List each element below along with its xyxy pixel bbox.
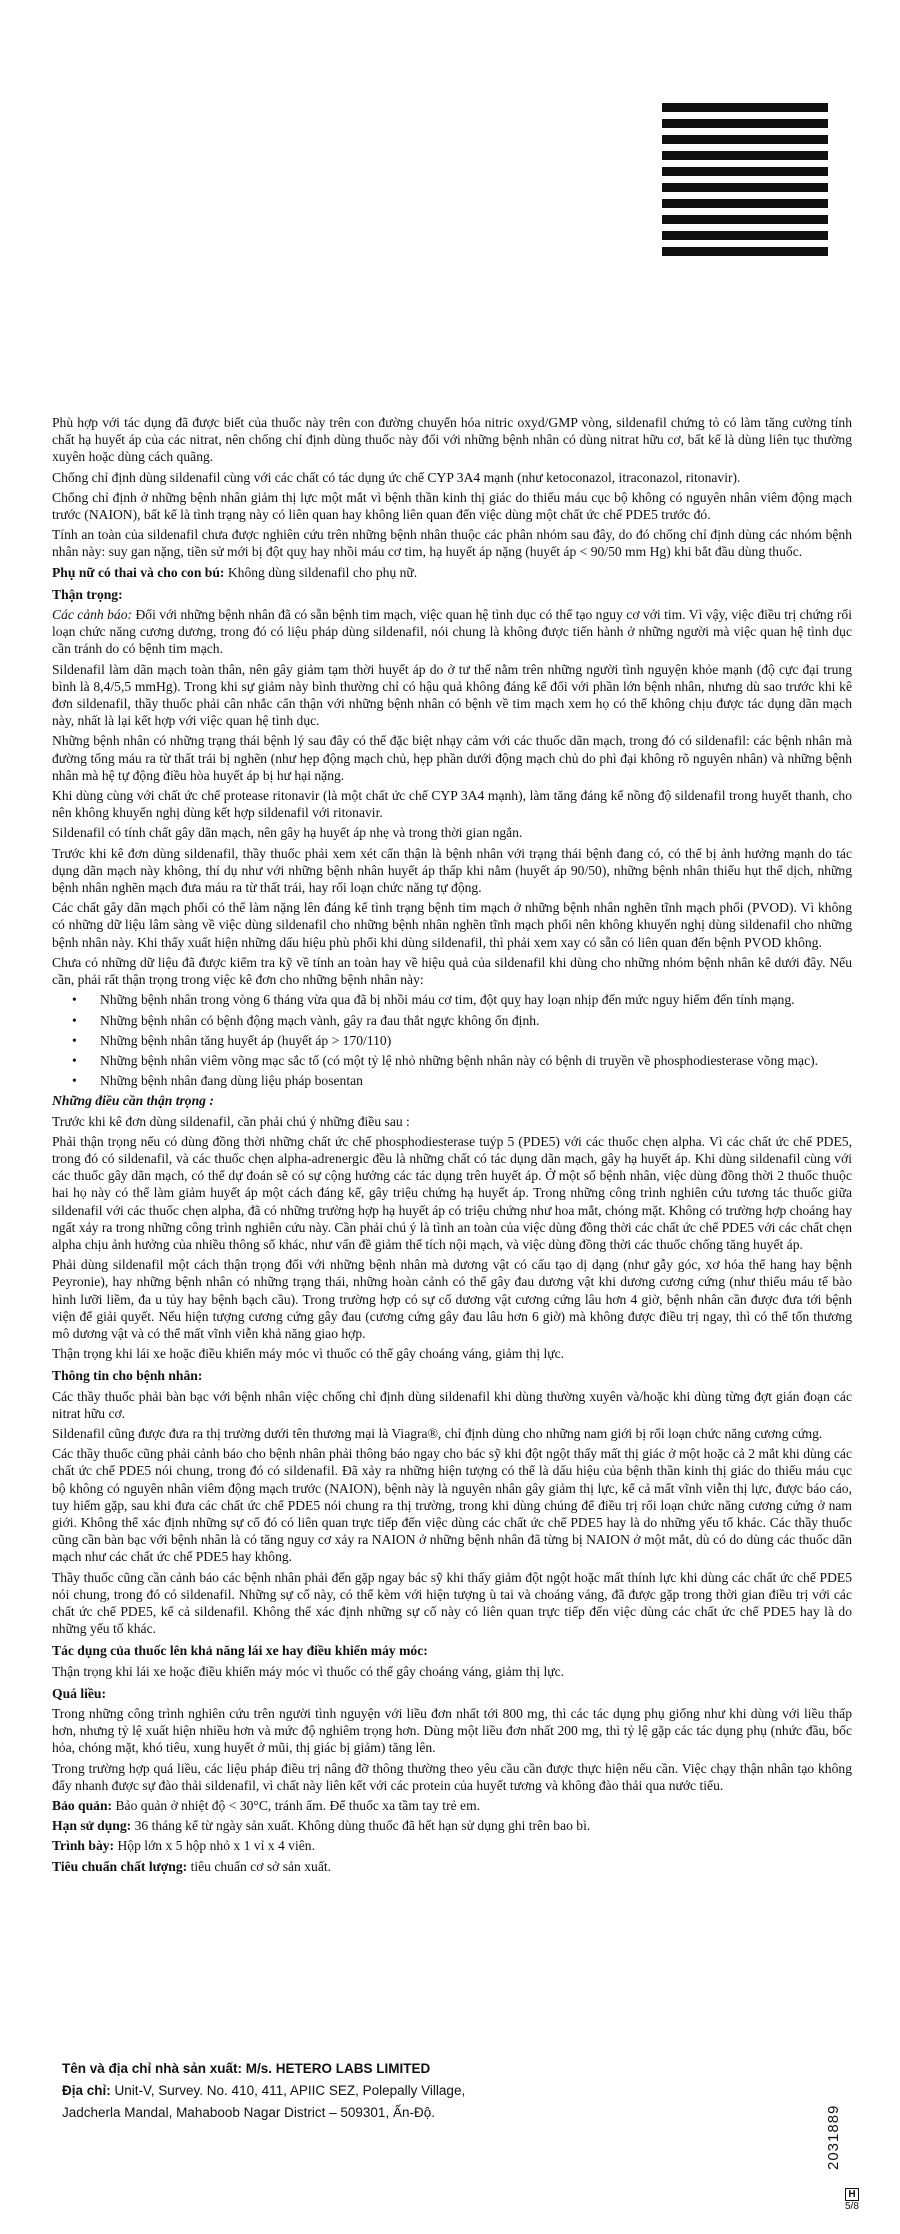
paragraph: Trước khi kê đơn dùng sildenafil, cần phải chú ý những điều sau : <box>52 1113 410 1129</box>
address-label: Địa chỉ: <box>62 2083 111 2098</box>
paragraph: Các chất gây dãn mạch phổi có thể làm nặng lên đáng kể tình trạng bệnh tim mạch ở những bệnh nhân nghẽn tĩnh mạch phổi (PVOD). Vì không có những dữ liệu lâm sàng về việc dùng sildenafil cho những bệnh nhân nghẽn tĩnh mạch phổi nên không khuyến nghị dùng sildenafil cho những bệnh nhân này. Khi thấy xuất hiện những dấu hiệu phù phổi khi dùng sildenafil, thì phải xem xay có sẵn có liên quan đến bệnh PVOD không. <box>52 900 852 950</box>
shelf-life-line <box>52 1817 852 1834</box>
address-line-1 <box>62 2080 762 2102</box>
paragraph: Chưa có những dữ liệu đã được kiểm tra kỹ về tính an toàn hay về hiệu quả của sildenafil khi dùng cho những nhóm bệnh nhân kê dưới đây. Nếu cần, phải rất thận trọng trong việc kê đơn cho những bệnh nhân này: <box>52 954 852 988</box>
shelf-life-text: 36 tháng kể từ ngày sản xuất. Không dùng thuốc đã hết hạn sử dụng ghi trên bao bì. <box>131 1818 591 1834</box>
list-item: • Những bệnh nhân đang dùng liệu pháp bosentan <box>78 1072 852 1089</box>
list-item: • Những bệnh nhân trong vòng 6 tháng vừa qua đã bị nhồi máu cơ tim, đột quỵ hay loạn nhịp đến mức nguy hiểm đến tính mạng. <box>78 991 852 1008</box>
paragraph: Sildenafil làm dãn mạch toàn thân, nên gây giảm tạm thời huyết áp do ở tư thế nằm trên những người tình nguyện khỏe mạnh (độ cực đại trung bình là 8,4/5,5 mmHg). Trong khi sự giảm này bình thường chỉ có hậu quả không đáng kể đối với phần lớn bệnh nhân, nhưng dù sao trước khi kê đơn sildenafil, thầy thuốc phải cân nhắc cẩn thận với những bệnh nhân có bệnh về tim mạch xem họ có thể không chịu được tác dụng dãn mạch này, nhất là lại kết hợp với việc quan hệ tình dục. <box>52 661 852 729</box>
paragraph: Khi dùng cùng với chất ức chế protease ritonavir (là một chất ức chế CYP 3A4 mạnh), làm tăng đáng kể nồng độ sildenafil trong huyết thanh, cho nên không khuyến nghị dùng kết hợp sildenafil với ritonavir. <box>52 788 852 821</box>
presentation-text: Hộp lớn x 5 hộp nhỏ x 1 vỉ x 4 viên. <box>114 1838 315 1854</box>
paragraph: Tính an toàn của sildenafil chưa được nghiên cứu trên những bệnh nhân thuộc các phân nhóm sau đây, do đó chống chỉ định dùng các nhóm bệnh nhân này: suy gan nặng, tiền sử mới bị đột quỵ hay nhồi máu cơ tim, hạ huyết áp nặng (huyết áp < 90/50 mm Hg) khi bắt đầu dùng thuốc. <box>52 527 852 560</box>
paragraph: Trước khi kê đơn dùng sildenafil, thầy thuốc phải xem xét cẩn thận là bệnh nhân với trạng thái bệnh đang có, có thể bị ảnh hưởng mạnh do tác dụng dãn mạch này không, thí dụ như với những bệnh nhân huyết áp thấp khi nằm (huyết áp 90/50), những bệnh nhân thiếu hụt thể dịch, những bệnh nhân nghẽn mạch đưa máu ra từ thất trái, hay rối loạn chức năng tự động. <box>52 845 852 896</box>
paragraph: Phải thận trọng nếu có dùng đồng thời những chất ức chế phosphodiesterase tuýp 5 (PDE5) với các thuốc chẹn alpha. Vì các chất ức chế PDE5, trong đó có sildenafil, và các thuốc chẹn alpha-adrenergic đều là những chất có tác dụng dãn mạch, gây hạ huyết áp. Khi dùng sildenafil cùng với các thuốc gây dãn mạch, có thể dự đoán sẽ có sự cộng hưởng các tác dụng trên huyết áp. Ở một số bệnh nhân, việc dùng đồng thời 2 thuốc thuộc hai họ này có thể làm giảm huyết áp một cách đáng kể, gây triệu chứng hạ huyết áp. Trong những công trình nghiên cứu tương tác thuốc giữa sildenafil với các thuốc chẹn alpha, đã có những trường hợp hạ huyết áp có triệu chứng như hoa mắt, chóng mặt. Không có trường hợp choáng hay ngất xảy ra trong những công trình nghiên cứu này. Cần phải chú ý là tình an toàn của việc dùng đồng thời các chất ức chế PDE5 với các chất chẹn alpha chịu ảnh hưởng của nhiều thông số khác, như vấn đề giảm thể tích nội mạch, và việc dùng đồng thời các thuốc chống tăng huyết áp. <box>52 1133 852 1252</box>
address-text: Unit-V, Survey. No. 410, 411, APIIC SEZ, Polepally Village, <box>110 2083 466 2098</box>
pregnancy-text: Không dùng sildenafil cho phụ nữ. <box>224 564 418 580</box>
storage-label: Bảo quản: <box>52 1798 113 1814</box>
side-print-code: 2031889 <box>825 2104 842 2170</box>
corner-mark-letter: H <box>845 2188 858 2201</box>
paragraph: Trong trường hợp quá liều, các liệu pháp điều trị nâng đỡ thông thường theo yêu cầu cần được thực hiện nếu cần. Việc chạy thận nhân tạo không đẩy nhanh được sự đào thải sildenafil, vì chất này liên kết với các protein của huyết tương và không đào thải qua nước tiểu. <box>52 1760 852 1793</box>
standard-label: Tiêu chuẩn chất lượng: <box>52 1858 188 1874</box>
presentation-label: Trình bày: <box>52 1838 115 1854</box>
paragraph: Các thầy thuốc phải bàn bạc với bệnh nhân việc chống chỉ định dùng sildenafil khi dùng thường xuyên và/hoặc khi dùng từng đợt gián đoạn các nitrat hữu cơ. <box>52 1388 852 1421</box>
standard-text: tiêu chuẩn cơ sở sản xuất. <box>187 1858 332 1874</box>
leaflet-body <box>52 414 852 1878</box>
paragraph: Phải dùng sildenafil một cách thận trọng đối với những bệnh nhân mà dương vật có cấu tạo dị dạng (như gẫy góc, xơ hóa thể hang hay bệnh Peyronie), hay những bệnh nhân có những trạng thái, những hoàn cảnh có thể gây đau dương vật khi dương cương cứng (như thiếu máu tế bào hình lưỡi liềm, đa u tủy hay bệnh bạch cầu). Trong trường hợp có sự cố dương vật cương cứng lâu hơn 4 giờ, bệnh nhân cần được đưa tới bệnh viện để giải quyết. Nếu hiện tượng cương cứng gây đau (cương cứng gây đau lâu hơn 6 giờ) mà không được điều trị ngay, thì có thể tổn thương mô dương vật và có thể mất vĩnh viễn khả năng giao hợp. <box>52 1257 852 1341</box>
corner-mark-number: 5/8 <box>845 2201 859 2212</box>
paragraph: Thận trọng khi lái xe hoặc điều khiển máy móc vì thuốc có thể gây choáng váng, giảm thị lực. <box>52 1663 565 1679</box>
manufacturer-block <box>62 2058 762 2124</box>
paragraph: Trong những công trình nghiên cứu trên người tình nguyện với liều đơn nhất tới 800 mg, thì các tác dụng phụ giống như khi dùng với liều thấp hơn, nhưng tỷ lệ xuất hiện nhiều hơn và mức độ nghiêm trọng hơn. Dùng một liều đơn nhất 200 mg, thì tỷ lệ gặp các tác dụng phụ (nhức đầu, bốc hỏa, chóng mặt, khó tiêu, xung huyết ở mũi, thị giác bị giảm) tăng lên. <box>52 1706 852 1756</box>
list-item: • Những bệnh nhân tăng huyết áp (huyết áp > 170/110) <box>78 1032 852 1049</box>
storage-line <box>52 1797 852 1814</box>
caution-heading: Thận trọng: <box>52 586 123 602</box>
paragraph: Các thầy thuốc cũng phải cảnh báo cho bệnh nhân phải thông báo ngay cho bác sỹ khi đột ngột thấy mất thị giác ở một hoặc cả 2 mắt khi dùng các chất ức chế PDE5 nói chung, trong đó có sildenafil. Đã xảy ra những hiện tượng có thể là dấu hiệu của bệnh thần kinh thị giác do thiếu máu cục bộ không có nguyên nhân viêm động mạch trước (NAION), bệnh này là nguyên nhân gây giảm thị lực, kể cả mất vĩnh viễn thị lực, được báo cáo, tuy hiếm gặp, sau khi đưa các chất ức chế PDE5 nói chung ra thị trường, trong khi dùng chúng để điều trị rối loạn chức năng cương cứng ở nam giới. Không thể xác định những sự cố đó có liên quan trực tiếp đến việc dùng các chất ức chế PDE5 hay là do những yếu tố khác. Các thầy thuốc cũng cần bàn bạc với bệnh nhân là có tăng nguy cơ xảy ra NAION ở những bệnh nhân đã từng bị NAION ở một mắt, dù có do dùng các thuốc dãn mạch như các chất ức chế PDE5 hay không. <box>52 1446 852 1565</box>
shelf-life-label: Hạn sử dụng: <box>52 1818 132 1834</box>
presentation-line <box>52 1837 852 1854</box>
driving-heading: Tác dụng của thuốc lên khả năng lái xe hay điều khiển máy móc: <box>52 1643 428 1659</box>
paragraph: Chống chỉ định dùng sildenafil cùng với các chất có tác dụng ức chế CYP 3A4 mạnh (như ketoconazol, itraconazol, ritonavir). <box>52 469 741 485</box>
address-line-2: Jadcherla Mandal, Mahaboob Nagar District – 509301, Ấn-Độ. <box>62 2105 435 2120</box>
paragraph: Sildenafil cũng được đưa ra thị trường dưới tên thương mại là Viagra®, chỉ định dùng cho những nam giới bị rối loạn chức năng cương cứng. <box>52 1425 823 1441</box>
corner-mark <box>845 2188 859 2212</box>
overdose-heading: Quá liều: <box>52 1685 107 1701</box>
paragraph: Sildenafil có tính chất gây dãn mạch, nên gây hạ huyết áp nhẹ và trong thời gian ngắn. <box>52 825 523 841</box>
paragraph: Những bệnh nhân có những trạng thái bệnh lý sau đây có thể đặc biệt nhạy cảm với các thuốc dãn mạch, trong đó có sildenafil: các bệnh nhân mà đường tống máu ra từ thất trái bị nghẽn (như hẹp động mạch chủ, hẹp phần dưới động mạch chủ do phì đại không rõ nguyên nhân) và những bệnh nhân mà hệ tự động điều hòa huyết áp bị hư hại nặng. <box>52 733 852 783</box>
risk-groups-list <box>52 991 852 1089</box>
standard-line <box>52 1858 852 1875</box>
storage-text: Bảo quản ở nhiệt độ < 30°C, tránh ẩm. Để thuốc xa tầm tay trẻ em. <box>112 1798 481 1814</box>
paragraph: Thầy thuốc cũng cần cảnh báo các bệnh nhân phải đến gặp ngay bác sỹ khi thấy giảm đột ngột hoặc mất thính lực khi dùng các chất ức chế PDE5 nói chung, trong đó có sildenafil. Những sự cố này, có thể kèm với hiện tượng ù tai và choáng váng, đã được gặp trong thời gian điều trị với các chất ức chế PDE5, kể cả sildenafil. Không thể xác định những sự cố này có liên quan trực tiếp đến việc dùng các chất ức chế PDE5 hay là do những yếu tố khác. <box>52 1569 852 1637</box>
paragraph: Thận trọng khi lái xe hoặc điều khiển máy móc vì thuốc có thể gây choáng váng, giảm thị lực. <box>52 1346 565 1362</box>
pregnancy-section <box>52 564 852 581</box>
warnings-paragraph <box>52 606 852 658</box>
list-item: • Những bệnh nhân có bệnh động mạch vành, gây ra đau thắt ngực không ổn định. <box>78 1012 852 1029</box>
print-code-bars <box>662 103 828 263</box>
paragraph: Chống chỉ định ở những bệnh nhân giảm thị lực một mắt vì bệnh thần kinh thị giác do thiếu máu cục bộ không có nguyên nhân viêm động mạch trước (NAION), bất kể là tình trạng này có liên quan hay không liên quan đến việc dùng một chất ức chế PDE5 trước đó. <box>52 489 852 523</box>
warnings-label: Các cảnh báo: <box>52 607 133 623</box>
pregnancy-label: Phụ nữ có thai và cho con bú: <box>52 564 225 580</box>
manufacturer-name: Tên và địa chỉ nhà sản xuất: M/s. HETERO LABS LIMITED <box>62 2061 431 2076</box>
precautions-heading: Những điều cần thận trọng : <box>52 1093 214 1109</box>
paragraph: Phù hợp với tác dụng đã được biết của thuốc này trên con đường chuyển hóa nitric oxyd/GMP vòng, sildenafil chứng tỏ có làm tăng cường tính chất hạ huyết áp của các nitrat, nên chống chỉ định dùng thuốc này đối với những bệnh nhân có dùng nitrat hữu cơ, bất kể là dùng liên tục thường xuyên hoặc dùng cách quãng. <box>52 415 852 465</box>
warnings-text: Đối với những bệnh nhân đã có sẵn bệnh tim mạch, việc quan hệ tình dục có thể tạo nguy cơ với tim. Vì vậy, việc điều trị chứng rối loạn chức năng cương dương, trong đó có liệu pháp dùng sildenafil, nói chung là không được tiến hành ở những người mà việc quan hệ tình dục cần tránh do có bệnh tim mạch. <box>52 607 852 657</box>
list-item: • Những bệnh nhân viêm võng mạc sắc tố (có một tỷ lệ nhỏ những bệnh nhân này có bệnh di truyền về phosphodiesterase võng mạc). <box>78 1052 852 1069</box>
patient-info-heading: Thông tin cho bệnh nhân: <box>52 1368 203 1384</box>
